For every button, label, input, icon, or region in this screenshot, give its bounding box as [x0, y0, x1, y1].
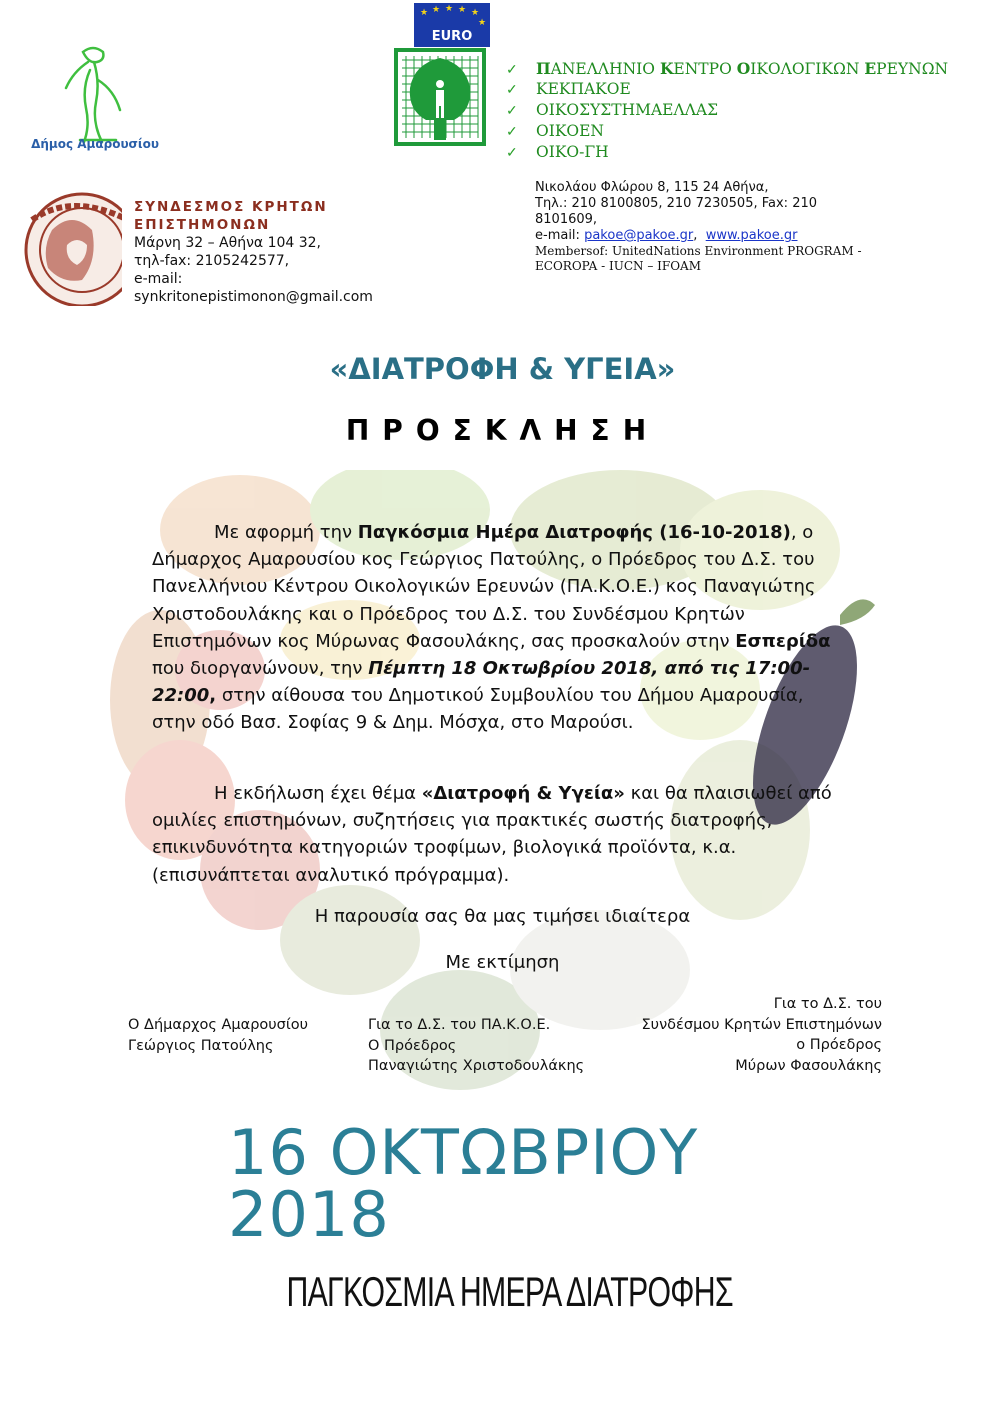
event-type-text: Εσπερίδα [735, 630, 831, 652]
svg-text:★: ★ [458, 5, 467, 15]
world-food-day-banner: ΠΑΓΚΟΣΜΙΑ ΗΜΕΡΑ ΔΙΑΤΡΟΦΗΣ [286, 1268, 733, 1315]
world-food-day-text: Παγκόσμια Ημέρα Διατροφής (16-10-2018) [357, 522, 791, 543]
organization-list [506, 58, 948, 163]
cretan-email: synkritonepistimonon@gmail.com [134, 289, 373, 304]
org-item: ✓ ΟΙΚΟΣΥΣΤΗΜΑΕΛΛΑΣ [506, 100, 948, 121]
contact-phones: Τηλ.: 210 8100805, 210 7230505, Fax: 210 [535, 196, 818, 211]
email-link[interactable]: pakoe@pakoe.gr [584, 228, 694, 243]
cretan-association-seal [22, 190, 122, 306]
checkmark-icon: ✓ [506, 82, 518, 98]
members-line-cont: ECOROPA - IUCN – IFOAM [535, 259, 701, 273]
municipality-name: Δήμος Αμαρουσίου [31, 137, 159, 151]
cretan-address: Μάρνη 32 – Αθήνα 104 32, [134, 235, 322, 251]
org-item: ✓ ΟΙΚΟΕΝ [506, 121, 948, 142]
checkmark-icon: ✓ [506, 62, 518, 78]
euro-flag-icon [414, 3, 490, 47]
svg-text:★: ★ [445, 4, 454, 14]
checkmark-icon: ✓ [506, 145, 518, 161]
event-datetime-text: Πέμπτη 18 Οκτωβρίου 2018, από τις 17:00-22:00 [152, 658, 811, 707]
event-title: «ΔΙΑΤΡΟΦΗ & ΥΓΕΙΑ» [329, 352, 676, 386]
euro-label: EURO [431, 29, 473, 44]
cretan-association-block [134, 198, 404, 304]
website-link[interactable]: www.pakoe.gr [705, 228, 798, 243]
svg-text:★: ★ [478, 18, 487, 28]
cretan-email-label: e-mail: [134, 271, 183, 287]
event-date-banner [228, 1116, 948, 1251]
contact-phones-cont: 8101609, [535, 212, 598, 227]
signature-cretan: Για το Δ.Σ. του Συνδέσμου Κρητών Επιστημόνων ο Πρόεδρος Μύρων Φασουλάκης [641, 996, 882, 1074]
date-line: 16 ΟΚΤΩΒΡΙΟΥ [228, 1116, 699, 1189]
checkmark-icon: ✓ [506, 124, 518, 140]
members-line: Membersof: UnitedNations Environment PROGRAM - [535, 244, 862, 258]
topic-title-text: «Διατροφή & Υγεία» [421, 783, 625, 804]
pakoe-logo [394, 48, 486, 146]
contact-address: Νικολάου Φλώρου 8, 115 24 Αθήνα, [535, 180, 769, 195]
svg-text:★: ★ [432, 5, 441, 15]
invitation-heading: ΠΡΟΣΚΛΗΣΗ [345, 414, 660, 447]
org-item: ✓ ΟΙΚΟ-ΓΗ [506, 142, 948, 163]
org-item: ✓ ΚΕΚΠΑΚΟΕ [506, 79, 948, 100]
contact-email-row: e-mail: pakoe@pakoe.gr, www.pakoe.gr [535, 228, 798, 243]
regards-line: Με εκτίμηση [445, 952, 560, 973]
signature-mayor: Ο Δήμαρχος Αμαρουσίου Γεώργιος Πατούλης [128, 1017, 309, 1054]
checkmark-icon: ✓ [506, 103, 518, 119]
pakoe-contact [535, 180, 865, 274]
honor-line: Η παρουσία σας θα μας τιμήσει ιδιαίτερα [314, 906, 691, 927]
year-line: 2018 [228, 1178, 390, 1251]
svg-text:★: ★ [471, 8, 480, 18]
invitation-paragraph: Με αφορμή την Παγκόσμια Ημέρα Διατροφής (16-10-2018), ο Δήμαρχος Αμαρουσίου κος Γεώργιος Πατούλης, ο Πρόεδρος του Δ.Σ. του Πανελλήνιου Κέντρου Οικολογικών Ερευνών (ΠΑ.Κ.Ο.Ε.) κος Παναγιώτης Χριστοδουλάκης και ο Πρόεδρος του Δ.Σ. του Συνδέσμου Κρητών Επιστημόνων κος Μύρωνας Φασουλάκης, σας προσκαλούν στην Εσπερίδα που διοργανώνουν, την Πέμπτη 18 Οκτωβρίου 2018, από τις 17:00-22:00, στην αίθουσα του Δημοτικού Συμβουλίου του Δήμου Αμαρουσία, στην οδό Βασ. Σοφίας 9 & Δημ. Μόσχα, στο Μαρούσι. [152, 522, 831, 734]
cretan-org-name-cont: ΕΠΙΣΤΗΜΟΝΩΝ [134, 217, 271, 233]
org-item: ✓ ΠΑΝΕΛΛΗΝΙΟ ΚΕΝΤΡΟ ΟΙΚΟΛΟΓΙΚΩΝ ΕΡΕΥΝΩΝ [506, 58, 948, 79]
cretan-phone: τηλ-fax: 2105242577, [134, 253, 290, 269]
cretan-org-name: ΣΥΝΔΕΣΜΟΣ ΚΡΗΤΩΝ [134, 199, 328, 215]
topic-paragraph: Η εκδήλωση έχει θέμα «Διατροφή & Υγεία» και θα πλαισιωθεί από ομιλίες επιστημόνων, συζητήσεις για πρακτικές σωστής διατροφής, επικινδυνότητα κατηγοριών τροφίμων, βιολογικά προϊόντα, κ.α. (επισυνάπτεται αναλυτικό πρόγραμμα). [152, 783, 832, 886]
svg-text:★: ★ [420, 8, 429, 18]
signature-pakoe: Για το Δ.Σ. του ΠΑ.Κ.Ο.Ε. Ο Πρόεδρος Παναγιώτης Χριστοδουλάκης [368, 1017, 585, 1074]
